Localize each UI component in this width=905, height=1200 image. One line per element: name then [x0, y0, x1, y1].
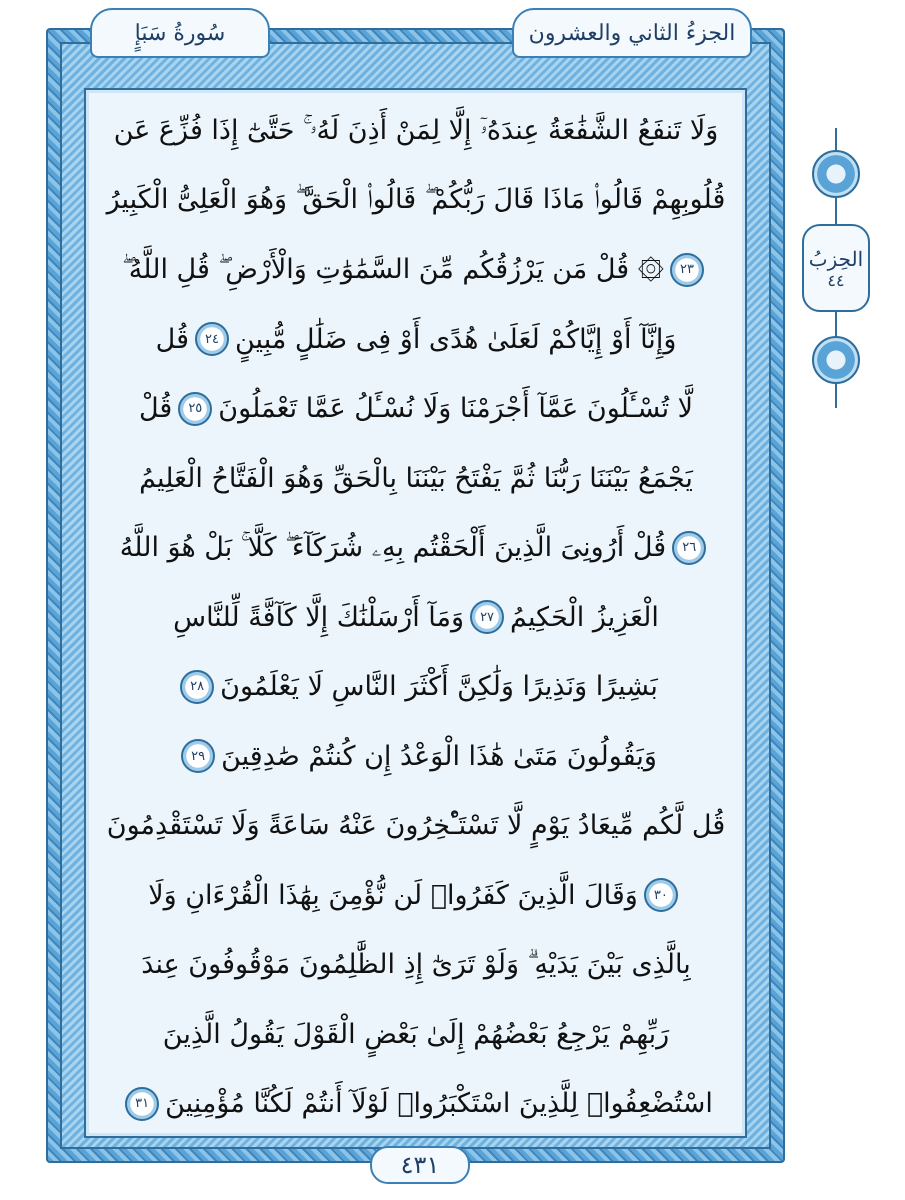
ayah-number-marker: ٢٥: [178, 392, 212, 426]
verse-line: [96, 791, 736, 861]
page-number: ٤٣١: [370, 1146, 470, 1184]
ornament-flower-top-icon: [812, 150, 860, 198]
verse-line: [96, 513, 736, 583]
verse-line: [96, 444, 736, 514]
verse-line: [96, 583, 736, 653]
hizb-label: الحِزبُ: [808, 246, 864, 271]
ayah-number-marker: ٣١: [125, 1087, 159, 1121]
verse-text: اسْتُضْعِفُوا۟ لِلَّذِينَ اسْتَكْبَرُوا۟ لَوْلَآ أَنتُمْ لَكُنَّا مُؤْمِنِينَ: [165, 1088, 713, 1120]
hizb-number: ٤٤: [827, 270, 845, 290]
ornament-stem-upper: [835, 198, 837, 224]
verse-text: وَإِنَّآ أَوْ إِيَّاكُمْ لَعَلَىٰ هُدًى أَوْ فِى ضَلَٰلٍ مُّبِينٍ: [235, 323, 677, 355]
surah-title: سُورةُ سَبَإٍ: [90, 8, 270, 58]
verse-text: ۞ قُلْ مَن يَرْزُقُكُم مِّنَ السَّمَٰوَٰتِ وَالْأَرْضِ ۖ قُلِ اللَّهُ ۖ: [122, 253, 664, 285]
verse-text: بِالَّذِى بَيْنَ يَدَيْهِ ۗ وَلَوْ تَرَىٰٓ إِذِ الظَّٰلِمُونَ مَوْقُوفُونَ عِندَ: [141, 948, 691, 980]
verse-line: [96, 1069, 736, 1139]
verse-text: رَبِّهِمْ يَرْجِعُ بَعْضُهُمْ إِلَىٰ بَعْضٍ الْقَوْلَ يَقُولُ الَّذِينَ: [162, 1018, 670, 1050]
verse-text: وَيَقُولُونَ مَتَىٰ هَٰذَا الْوَعْدُ إِن كُنتُمْ صَٰدِقِينَ: [221, 740, 657, 772]
verse-line: [96, 722, 736, 792]
verse-text: قُل: [155, 323, 189, 355]
verse-line: [96, 96, 736, 166]
hizb-marker: [800, 128, 872, 408]
verse-line: [96, 930, 736, 1000]
verse-line: [96, 166, 736, 236]
ayah-number-marker: ٢٤: [195, 322, 229, 356]
ayah-number-marker: ٢٨: [180, 670, 214, 704]
ornament-stem-lower: [835, 312, 837, 338]
ayah-number-marker: ٢٣: [670, 253, 704, 287]
ayah-number-marker: ٣٠: [644, 878, 678, 912]
ornament-stem-top: [835, 128, 837, 150]
verse-line: [96, 652, 736, 722]
ayah-number-marker: ٢٩: [181, 739, 215, 773]
ayah-number-marker: ٢٦: [672, 531, 706, 565]
verse-lines: [96, 96, 736, 1139]
hizb-label-box: [802, 224, 870, 312]
verse-text: وَمَآ أَرْسَلْنَٰكَ إِلَّا كَآفَّةً لِّلنَّاسِ: [173, 601, 465, 633]
verse-text: قُلُوبِهِمْ قَالُوا۟ مَاذَا قَالَ رَبُّكُمْ ۖ قَالُوا۟ الْحَقَّ ۖ وَهُوَ الْعَلِىُّ الْكَبِيرُ: [106, 184, 726, 216]
verse-text: وَقَالَ الَّذِينَ كَفَرُوا۟ لَن نُّؤْمِنَ بِهَٰذَا الْقُرْءَانِ وَلَا: [148, 879, 638, 911]
verse-text: قُل لَّكُم مِّيعَادُ يَوْمٍ لَّا تَسْتَـْٔخِرُونَ عَنْهُ سَاعَةً وَلَا تَسْتَقْدِمُونَ: [106, 810, 726, 842]
verse-line: [96, 374, 736, 444]
verse-line: [96, 305, 736, 375]
verse-line: [96, 235, 736, 305]
verse-text: يَجْمَعُ بَيْنَنَا رَبُّنَا ثُمَّ يَفْتَحُ بَيْنَنَا بِالْحَقِّ وَهُوَ الْفَتَّاحُ الْعَلِيمُ: [139, 462, 693, 494]
verse-text: وَلَا تَنفَعُ الشَّفَٰعَةُ عِندَهُۥٓ إِلَّا لِمَنْ أَذِنَ لَهُۥ ۚ حَتَّىٰٓ إِذَا فُزِّعَ عَن: [113, 114, 719, 146]
verse-text: قُلْ: [138, 393, 173, 425]
verse-text: لَّا تُسْـَٔلُونَ عَمَّآ أَجْرَمْنَا وَلَا نُسْـَٔلُ عَمَّا تَعْمَلُونَ: [218, 393, 694, 425]
verse-text: الْعَزِيزُ الْحَكِيمُ: [510, 601, 659, 633]
ornament-flower-bottom-icon: [812, 336, 860, 384]
ornament-stem-bottom: [835, 384, 837, 408]
juz-title: الجزءُ الثاني والعشرون: [512, 8, 752, 58]
ayah-number-marker: ٢٧: [470, 600, 504, 634]
verse-text: بَشِيرًا وَنَذِيرًا وَلَٰكِنَّ أَكْثَرَ النَّاسِ لَا يَعْلَمُونَ: [220, 671, 658, 703]
verse-line: [96, 1000, 736, 1070]
verse-line: [96, 861, 736, 931]
verse-text: قُلْ أَرُونِىَ الَّذِينَ أَلْحَقْتُم بِهِۦ شُرَكَآءَ ۖ كَلَّا ۚ بَلْ هُوَ اللَّهُ: [119, 531, 667, 563]
